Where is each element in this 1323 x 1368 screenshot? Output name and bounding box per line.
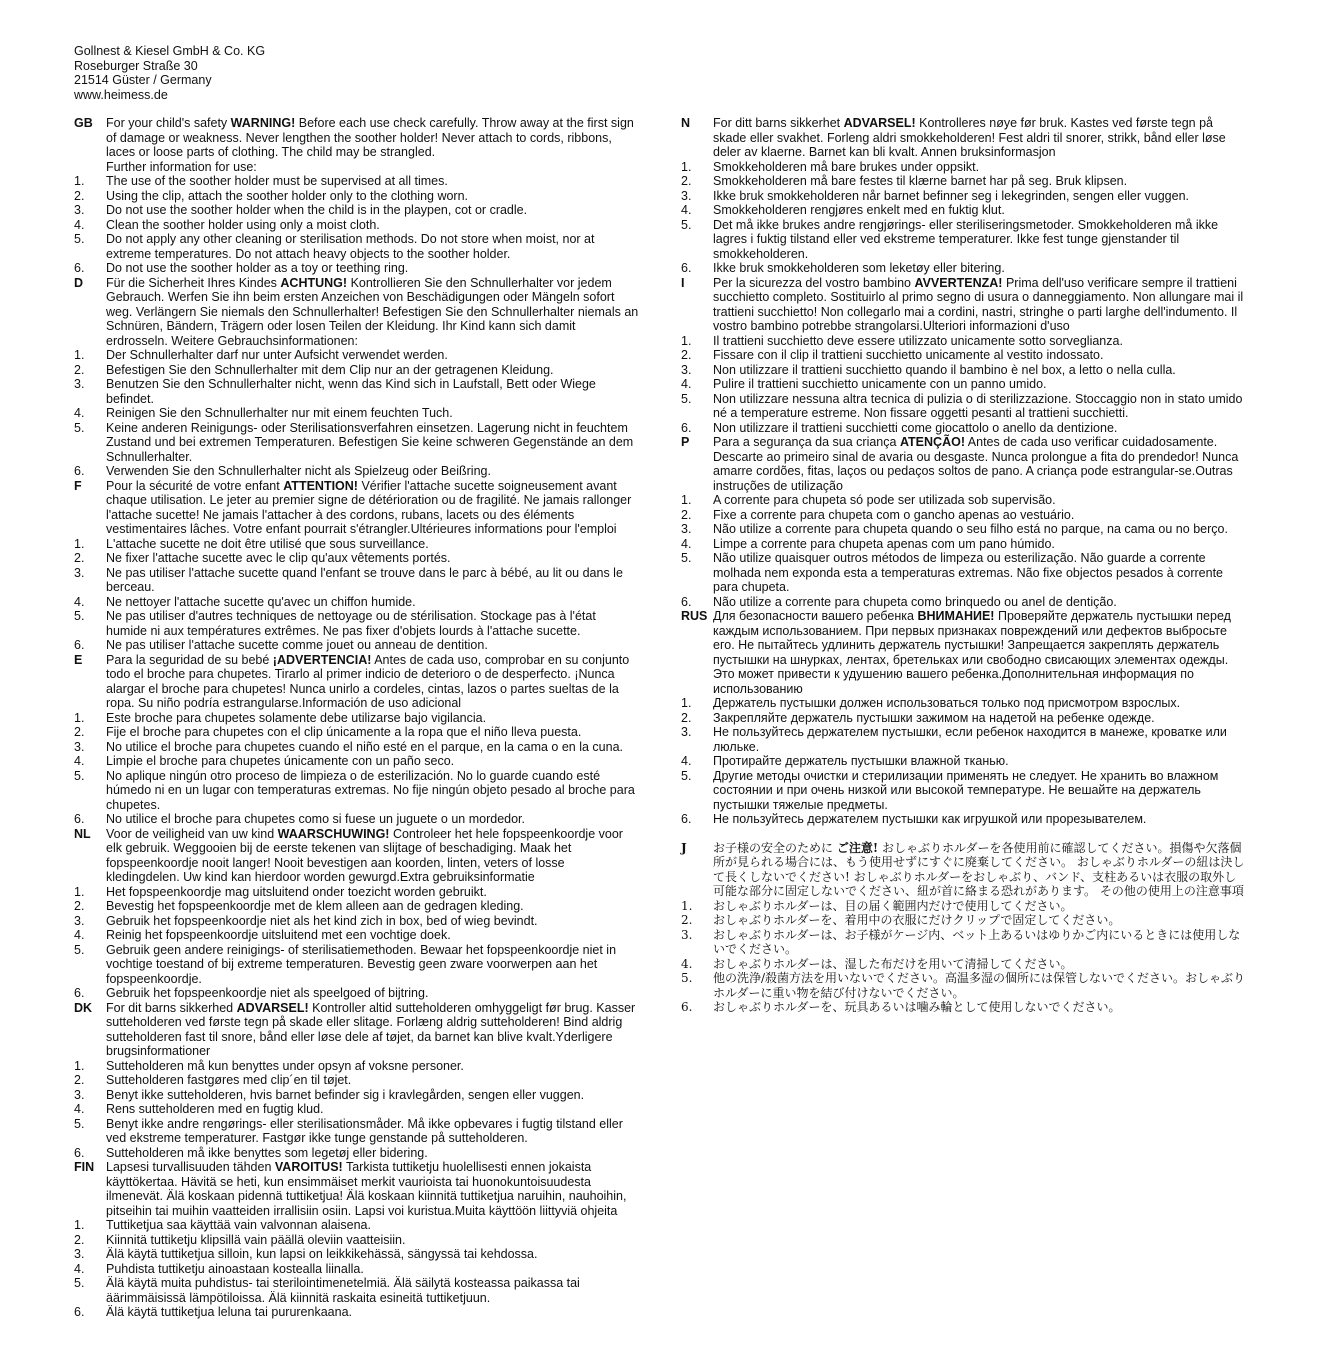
item-text: Ne pas utiliser l'attache sucette quand l'enfant se trouve dans le parc à bébé, au lit ou dans le berceau. bbox=[106, 565, 623, 594]
item-number: 1. bbox=[74, 348, 85, 362]
item-text: Fissare con il clip il trattieni succhietto unicamente al vestito indossato. bbox=[713, 348, 1104, 362]
item-number: 3. bbox=[681, 522, 692, 536]
warning-word: ACHTUNG! bbox=[280, 275, 348, 290]
intro-body: Tarkista tuttiketju huolellisesti ennen jokaista käyttökertaa. Hävitä se heti, kun ensimmäiset merkit vaurioista tai huonokuntoisuudesta ilmenevät. Älä koskaan pidennä tuttiketjua! Älä koskaan kiinnitä tuttiketjua naruihin, nauhoihin, pitseihin tai muihin vaatteiden irrallisiin osiin. Lapsi voi kuristua.Muita käyttöön liittyviä ohjeita bbox=[106, 1160, 627, 1218]
section-dk bbox=[74, 1001, 640, 1161]
item-text: おしゃぶりホルダーは、湿した布だけを用いて清掃してください。 bbox=[713, 956, 1073, 971]
warning-word: WAARSCHUWING! bbox=[277, 826, 390, 841]
item-number: 3. bbox=[681, 725, 692, 739]
section-p bbox=[681, 435, 1247, 609]
item-number: 5. bbox=[681, 971, 693, 985]
item-number: 6. bbox=[74, 1305, 85, 1319]
intro-lead: Para a segurança da sua criança bbox=[713, 435, 897, 449]
item-number: 5. bbox=[74, 768, 85, 783]
website: www.heimess.de bbox=[74, 87, 168, 102]
item-number: 6. bbox=[681, 1000, 693, 1014]
item-text: Держатель пустышки должен использоваться только под присмотром взрослых. bbox=[713, 696, 1181, 710]
right-column bbox=[681, 116, 1247, 1015]
item-number: 2. bbox=[74, 362, 85, 377]
item-number: 3. bbox=[681, 927, 693, 942]
item-number: 1. bbox=[681, 493, 692, 507]
intro-body: Antes de cada uso, comprobar en su conjunto todo el broche para chupetes. Tirarlo al primer indicio de deterioro o de desperfecto. ¡Nunca alargar el broche para chupetes! Nunca unirlo a cordeles, cintas, lazos o partes sueltas de la ropa. Su niño podría estrangularse.Información de uso adicional bbox=[106, 652, 630, 710]
item-text: Puhdista tuttiketju ainoastaan kostealla liinalla. bbox=[106, 1261, 364, 1276]
item-number: 6. bbox=[74, 261, 85, 275]
item-text: Using the clip, attach the soother holder only to the clothing worn. bbox=[106, 188, 469, 203]
item-number: 4. bbox=[74, 1261, 85, 1276]
section-intro bbox=[106, 1160, 640, 1218]
item-number: 4. bbox=[681, 754, 692, 768]
item-text: おしゃぶりホルダーは、お子様がケージ内、ベット上あるいはゆりかご内にいるときには使用しないでください。 bbox=[713, 927, 1241, 956]
intro-body: Kontrollieren Sie den Schnullerhalter vor jedem Gebrauch. Werfen Sie ihn beim ersten Anzeichen von Beschädigungen oder Mängeln sofort weg. Verlängern Sie niemals den Schnullerhalter! Befestigen Sie den Schnullerhalter niemals an Schnüren, Bändern, Trägern oder losen Teilen der Kleidung. Ihr Kind kann sich damit erdrosseln. Weitere Gebrauchsinformationen: bbox=[106, 275, 639, 348]
intro-lead: Voor de veiligheid van uw kind bbox=[106, 826, 275, 841]
item-text: Ne pas utiliser d'autres techniques de nettoyage ou de stérilisation. Stockage pas à l'état humide ni aux températures extrêmes. Ne pas fixer d'objets lourds à l'attache sucette. bbox=[106, 609, 596, 638]
language-code: FIN bbox=[74, 1160, 95, 1174]
intro-lead: For ditt barns sikkerhet bbox=[713, 116, 841, 130]
item-text: Il trattieni succhietto deve essere utilizzato unicamente sotto sorveglianza. bbox=[713, 333, 1123, 348]
item-text: Gebruik het fopspeenkoordje niet als speelgoed of bijtring. bbox=[106, 986, 429, 1000]
item-text: Do not use the soother holder as a toy or teething ring. bbox=[106, 261, 409, 275]
item-number: 2. bbox=[681, 174, 692, 188]
item-number: 3. bbox=[74, 377, 85, 391]
item-text: Älä käytä muita puhdistus- tai sterilointimenetelmiä. Älä säilytä kosteassa paikassa tai äärimmäisissä lämpötiloissa. Älä kiinnitä raskaita esineitä tuttiketjuun. bbox=[106, 1276, 580, 1305]
item-text: Do not use the soother holder when the child is in the playpen, cot or cradle. bbox=[106, 203, 528, 217]
language-code: GB bbox=[74, 116, 93, 130]
item-number: 6. bbox=[74, 812, 85, 826]
item-number: 4. bbox=[74, 928, 85, 942]
item-text: Gebruik geen andere reinigings- of sterilisatiemethoden. Bewaar het fopspeenkoordje niet in vochtige toestand of bij extreme temperaturen. Bevestig geen zware voorwerpen aan het fopspeenkoordje. bbox=[106, 942, 617, 986]
item-text: Другие методы очистки и стерилизации применять не следует. Не хранить во влажном состоянии и при очень низкой или высокой температуре. Не вешайте на держатель пустышки тяжелые предметы. bbox=[713, 768, 1219, 812]
item-number: 2. bbox=[681, 348, 692, 362]
item-text: A corrente para chupeta só pode ser utilizada sob supervisão. bbox=[713, 493, 1056, 507]
item-number: 1. bbox=[681, 333, 692, 348]
item-text: Non utilizzare nessuna altra tecnica di pulizia o di sterilizzazione. Stoccaggio non in stato umido né a temperature estreme. Non fissare oggetti pesanti al trattieni succhietti. bbox=[713, 391, 1243, 420]
item-number: 2. bbox=[74, 1073, 85, 1087]
item-text: No utilice el broche para chupetes como si fuese un juguete o un mordedor. bbox=[106, 812, 526, 826]
item-number: 6. bbox=[681, 420, 692, 435]
language-code: N bbox=[681, 116, 691, 130]
item-text: おしゃぶりホルダーは、目の届く範囲内だけで使用してください。 bbox=[713, 898, 1073, 913]
item-number: 5. bbox=[74, 942, 85, 957]
item-number: 3. bbox=[74, 1247, 85, 1261]
warning-word: ADVARSEL! bbox=[843, 116, 916, 130]
item-number: 6. bbox=[74, 464, 85, 478]
item-text: Kiinnitä tuttiketju klipsillä vain päällä oleviin vaatteisiin. bbox=[106, 1232, 406, 1247]
item-text: Der Schnullerhalter darf nur unter Aufsicht verwendet werden. bbox=[106, 348, 448, 362]
section-intro bbox=[106, 827, 640, 885]
item-text: Tuttiketjua saa käyttää vain valvonnan alaisena. bbox=[106, 1218, 371, 1232]
item-number: 3. bbox=[74, 739, 85, 754]
item-number: 2. bbox=[74, 725, 85, 739]
intro-lead: Lapsesi turvallisuuden tähden bbox=[106, 1160, 272, 1174]
item-text: No aplique ningún otro proceso de limpieza o de esterilización. No lo guarde cuando esté húmedo ni en un lugar con temperaturas extremas. No fije ningún objeto pesado al broche para chupetes. bbox=[106, 768, 635, 812]
item-number: 5. bbox=[74, 609, 85, 623]
item-number: 1. bbox=[74, 536, 85, 551]
item-text: Limpe a corrente para chupeta apenas com um pano húmido. bbox=[713, 536, 1055, 551]
intro-lead: Per la sicurezza del vostro bambino bbox=[713, 275, 912, 290]
section-f bbox=[74, 479, 640, 653]
warning-word: ¡ADVERTENCIA! bbox=[272, 652, 372, 667]
item-number: 1. bbox=[74, 884, 85, 899]
intro-lead: Para la seguridad de su bebé bbox=[106, 652, 270, 667]
item-text: Sutteholderen fastgøres med clip´en til tøjet. bbox=[106, 1073, 352, 1087]
item-text: No utilice el broche para chupetes cuando el niño esté en el parque, en la cama o en la cuna. bbox=[106, 739, 624, 754]
item-text: Älä käytä tuttiketjua silloin, kun lapsi on leikkikehässä, sängyssä tai kehdossa. bbox=[106, 1247, 538, 1261]
section-j bbox=[681, 841, 1247, 1015]
item-number: 5. bbox=[74, 420, 85, 435]
intro-body: Проверяйте держатель пустышки перед каждым использованием. При первых признаках повреждений или дефектов выбросьте его. Не пытайтесь удлинить держатель пустышки! Запрещается закреплять держатель пустышки на шнурках, лентах, бретельках или свободно свисающих элементах одежды. Это может привести к удушению вашего ребенка.Дополнительная информация по использованию bbox=[713, 609, 1231, 696]
item-number: 4. bbox=[681, 956, 693, 971]
intro-body: Vérifier l'attache sucette soigneusement avant chaque utilisation. Le jeter au premier signe de détérioration ou de fragilité. Ne jamais rallonger l'attache sucette! Ne jamais l'attacher à des cordons, rubans, lacets ou des éléments vestimentaires lâches. Votre enfant pourrait s'étrangler.Ultérieures informations pour l'emploi bbox=[106, 478, 632, 536]
item-text: Smokkeholderen rengjøres enkelt med en fuktig klut. bbox=[713, 203, 1005, 217]
item-number: 6. bbox=[681, 812, 692, 826]
item-number: 2. bbox=[74, 551, 85, 565]
item-text: Não utilize quaisquer outros métodos de limpeza ou esterilização. Não guarde a corrente molhada nem exponda esta a temperaturas extremas. Não fixe objectos pesados à corrente para chupeta. bbox=[713, 551, 1224, 594]
section-e bbox=[74, 653, 640, 827]
item-text: The use of the soother holder must be supervised at all times. bbox=[106, 174, 448, 188]
item-text: Ikke bruk smokkeholderen når barnet befinner seg i lekegrinden, sengen eller vuggen. bbox=[713, 188, 1189, 203]
city: 21514 Güster / Germany bbox=[74, 73, 212, 87]
item-text: Benutzen Sie den Schnullerhalter nicht, wenn das Kind sich in Laufstall, Bett oder Wiege befindet. bbox=[106, 377, 596, 406]
language-code: I bbox=[681, 275, 685, 290]
item-number: 6. bbox=[74, 1145, 85, 1160]
item-text: Smokkeholderen må bare brukes under oppsikt. bbox=[713, 159, 980, 174]
section-i bbox=[681, 276, 1247, 436]
intro-lead: Pour la sécurité de votre enfant bbox=[106, 478, 280, 493]
intro-lead: For dit barns sikkerhed bbox=[106, 1000, 234, 1015]
item-number: 3. bbox=[681, 188, 692, 203]
intro-body: おしゃぶりホルダーを各使用前に確認してください。損傷や欠落個所が見られる場合には、もう使用せずにすぐに廃棄してください。 おしゃぶりホルダーの紐は決して長くしないでください! おしゃぶりホルダーをおしゃぶり、バンド、支柱あるいは衣服の取外し可能な部分に固定しないでください、紐が首に絡まる恐れがあります。 その他の使用上の注意事項 bbox=[713, 840, 1245, 898]
item-number: 2. bbox=[681, 507, 692, 522]
item-number: 2. bbox=[681, 913, 693, 927]
item-number: 1. bbox=[681, 159, 692, 174]
section-spacer bbox=[681, 827, 1247, 841]
item-text: Pulire il trattieni succhietto unicamente con un panno umido. bbox=[713, 377, 1047, 391]
section-intro bbox=[106, 653, 640, 711]
item-number: 1. bbox=[681, 898, 693, 913]
warning-word: ВНИМАНИЕ! bbox=[917, 609, 995, 623]
item-text: Не пользуйтесь держателем пустышки как игрушкой или прорезывателем. bbox=[713, 812, 1147, 826]
item-number: 4. bbox=[681, 536, 692, 551]
item-text: Закрепляйте держатель пустышки зажимом на надетой на ребенке одежде. bbox=[713, 710, 1155, 725]
item-number: 5. bbox=[74, 232, 85, 246]
item-text: Benyt ikke andre rengørings- eller sterilisationsmåder. Må ikke opbevares i fugtig tilstand eller ved ekstreme temperaturer. Fastgør ikke tunge genstande på sutteholderen. bbox=[106, 1116, 623, 1145]
item-text: Rens sutteholderen med en fugtig klud. bbox=[106, 1102, 324, 1116]
section-intro bbox=[106, 276, 640, 349]
warning-word: ADVARSEL! bbox=[236, 1000, 309, 1015]
item-number: 2. bbox=[74, 1232, 85, 1247]
item-number: 3. bbox=[74, 565, 85, 580]
company-name: Gollnest & Kiesel GmbH & Co. KG bbox=[74, 44, 266, 58]
item-text: Gebruik het fopspeenkoordje niet als het kind zich in box, bed of wieg bevindt. bbox=[106, 913, 538, 928]
item-number: 4. bbox=[681, 377, 692, 391]
language-code: J bbox=[681, 840, 687, 855]
item-number: 3. bbox=[681, 362, 692, 377]
language-code: NL bbox=[74, 826, 91, 841]
item-text: Reinigen Sie den Schnullerhalter nur mit einem feuchten Tuch. bbox=[106, 406, 453, 420]
item-text: Ne nettoyer l'attache sucette qu'avec un chiffon humide. bbox=[106, 594, 416, 609]
item-number: 4. bbox=[681, 203, 692, 217]
item-number: 1. bbox=[74, 174, 85, 188]
item-number: 4. bbox=[74, 406, 85, 420]
item-number: 6. bbox=[681, 594, 692, 609]
section-n bbox=[681, 116, 1247, 276]
intro-body: Controleer het hele fopspeenkoordje voor elk gebruik. Weggooien bij de eerste tekenen van slijtage of beschadiging. Maak het fopspeenkoordje nooit langer! Nooit bevestigen aan koorden, linten, veters of losse kledingdelen. Uw kind kan hierdoor worden gewurgd.Extra gebruiksinformatie bbox=[106, 826, 623, 884]
item-number: 1. bbox=[681, 696, 692, 710]
item-text: Bevestig het fopspeenkoordje met de klem alleen aan de gedragen kleding. bbox=[106, 899, 524, 913]
street: Roseburger Straße 30 bbox=[74, 58, 198, 73]
language-code: P bbox=[681, 435, 690, 449]
intro-lead: Для безопасности вашего ребенка bbox=[713, 609, 914, 623]
item-text: Протирайте держатель пустышки влажной тканью. bbox=[713, 754, 1009, 768]
item-text: Älä käytä tuttiketjua leluna tai pururenkaana. bbox=[106, 1305, 352, 1319]
warning-word: ご注意! bbox=[836, 840, 879, 855]
item-number: 2. bbox=[681, 710, 692, 725]
item-text: Sutteholderen må ikke benyttes som legetøj eller bidering. bbox=[106, 1145, 428, 1160]
item-number: 5. bbox=[74, 1116, 85, 1131]
item-number: 5. bbox=[681, 551, 692, 565]
manufacturer-address bbox=[74, 44, 265, 102]
item-text: Не пользуйтесь держателем пустышки, если ребенок находится в манеже, кроватке или люльке. bbox=[713, 725, 1227, 754]
item-text: Non utilizzare il trattieni succhietti come giocattolo o anello da dentizione. bbox=[713, 420, 1118, 435]
item-text: Benyt ikke sutteholderen, hvis barnet befinder sig i kravlegården, sengen eller vuggen. bbox=[106, 1087, 585, 1102]
item-number: 4. bbox=[74, 754, 85, 768]
language-code: F bbox=[74, 478, 82, 493]
intro-body: Kontroller altid sutteholderen omhyggeligt før brug. Kasser sutteholderen ved første tegn på skade eller slitage. Forlæng aldrig sutteholderen! Bind aldrig sutteholderen fast til snore, bånd eller løse dele af tøjet, da barnet kan blive kvalt.Yderligere brugsinformationer bbox=[106, 1000, 636, 1058]
intro-body: Antes de cada uso verificar cuidadosamente. Descarte ao primeiro sinal de avaria ou desgaste. Nunca prolongue a fita do prendedor! Nunca amarre cordões, fitas, laços ou pedaços soltos de pano. A criança pode estrangular-se.Outras instruções de utilização bbox=[713, 435, 1239, 493]
item-number: 2. bbox=[74, 899, 85, 913]
warning-word: ATTENTION! bbox=[283, 478, 358, 493]
item-text: Smokkeholderen må bare festes til klærne barnet har på seg. Bruk klipsen. bbox=[713, 174, 1128, 188]
item-text: Não utilize a corrente para chupeta quando o seu filho está no parque, na cama ou no berço. bbox=[713, 522, 1228, 536]
section-gb bbox=[74, 116, 640, 276]
item-number: 6. bbox=[74, 638, 85, 652]
item-text: おしゃぶりホルダーを、着用中の衣服にだけクリップで固定してください。 bbox=[713, 913, 1121, 927]
item-number: 5. bbox=[681, 768, 692, 783]
item-text: Este broche para chupetes solamente debe utilizarse bajo vigilancia. bbox=[106, 710, 487, 725]
item-number: 4. bbox=[74, 1102, 85, 1116]
section-rus bbox=[681, 609, 1247, 827]
item-number: 2. bbox=[74, 188, 85, 203]
item-number: 6. bbox=[681, 261, 692, 275]
warning-word: AVVERTENZA! bbox=[914, 275, 1003, 290]
intro-body: Before each use check carefully. Throw away at the first sign of damage or weakness. Never lengthen the soother holder! Never attach to cords, ribbons, laces or loose parts of clothing. The child may be strangled. bbox=[106, 116, 634, 159]
item-number: 1. bbox=[74, 1218, 85, 1232]
language-code: D bbox=[74, 275, 84, 290]
item-text: Ikke bruk smokkeholderen som leketøy eller bitering. bbox=[713, 261, 1005, 275]
language-code: DK bbox=[74, 1000, 93, 1015]
item-text: L'attache sucette ne doit être utilisé que sous surveillance. bbox=[106, 536, 429, 551]
item-text: Non utilizzare il trattieni succhietto quando il bambino è nel box, a letto o nella culla. bbox=[713, 362, 1176, 377]
section-intro bbox=[713, 609, 1247, 696]
item-text: おしゃぶりホルダーを、玩具あるいは噛み輪として使用しないでください。 bbox=[713, 1000, 1121, 1014]
item-number: 3. bbox=[74, 913, 85, 928]
item-text: Não utilize a corrente para chupeta como brinquedo ou anel de dentição. bbox=[713, 594, 1117, 609]
item-text: Limpie el broche para chupetes únicamente con un paño seco. bbox=[106, 754, 455, 768]
section-nl bbox=[74, 827, 640, 1001]
item-number: 5. bbox=[74, 1276, 85, 1290]
item-text: Ne fixer l'attache sucette avec le clip qu'aux vêtements portés. bbox=[106, 551, 451, 565]
section-fin bbox=[74, 1160, 640, 1320]
item-number: 6. bbox=[74, 986, 85, 1000]
intro-body: Kontrolleres nøye før bruk. Kastes ved første tegn på skade eller svakhet. Forleng aldri smokkeholderen! Fest aldri til snorer, strikk, bånd eller løse deler av klaerne. Barnet kan bli kvalt. Annen bruksinformasjon bbox=[713, 116, 1226, 159]
item-text: Det må ikke brukes andre rengjørings- eller steriliseringsmetoder. Smokkeholderen må ikke lagres i fuktig tilstand eller ved ekstreme temperaturer. Ikke fest tunge gjenstander til smokkeholderen. bbox=[713, 217, 1219, 261]
item-text: 他の洗浄/殺菌方法を用いないでください。高温多湿の個所には保管しないでください。おしゃぶりホルダーに重い物を結び付けないでください。 bbox=[713, 971, 1246, 1000]
section-intro bbox=[106, 479, 640, 537]
item-text: Fije el broche para chupetes con el clip únicamente a la ropa que el niño lleva puesta. bbox=[106, 725, 582, 739]
left-column bbox=[74, 116, 640, 1320]
item-number: 3. bbox=[74, 203, 85, 217]
language-code: RUS bbox=[681, 609, 708, 623]
section-intro bbox=[713, 435, 1247, 493]
item-number: 1. bbox=[74, 710, 85, 725]
section-intro bbox=[713, 276, 1247, 334]
item-number: 5. bbox=[681, 391, 692, 406]
item-text: Keine anderen Reinigungs- oder Sterilisationsverfahren einsetzen. Lagerung nicht in feuchtem Zustand und bei extremen Temperaturen. Befestigen Sie keine schweren Gegenstände an dem Schnullerhalter. bbox=[106, 420, 634, 464]
section-intro bbox=[106, 1001, 640, 1059]
item-number: 4. bbox=[74, 594, 85, 609]
item-text: Do not apply any other cleaning or sterilisation methods. Do not store when moist, nor at extreme temperatures. Do not attach heavy objects to the soother holder. bbox=[106, 232, 595, 261]
item-number: 3. bbox=[74, 1087, 85, 1102]
item-text: Verwenden Sie den Schnullerhalter nicht als Spielzeug oder Beißring. bbox=[106, 464, 491, 478]
warning-word: ATENÇÃO! bbox=[899, 435, 965, 449]
item-text: Fixe a corrente para chupeta com o gancho apenas ao vestuário. bbox=[713, 507, 1075, 522]
item-text: Ne pas utiliser l'attache sucette comme jouet ou anneau de dentition. bbox=[106, 638, 488, 652]
section-intro bbox=[713, 841, 1247, 899]
item-number: 4. bbox=[74, 217, 85, 232]
intro-lead: お子様の安全のために bbox=[713, 840, 834, 855]
warning-word: VAROITUS! bbox=[274, 1160, 343, 1174]
item-text: Reinig het fopspeenkoordje uitsluitend met een vochtige doek. bbox=[106, 928, 451, 942]
section-intro bbox=[713, 116, 1247, 160]
item-text: Het fopspeenkoordje mag uitsluitend onder toezicht worden gebruikt. bbox=[106, 884, 487, 899]
language-code: E bbox=[74, 652, 83, 667]
intro-body: Prima dell'uso verificare sempre il trattieni succhietto completo. Sostituirlo al primo segno di usura o danneggiamento. Non allungare mai il trattieni succhietto! Non collegarlo mai a cordini, nastri, stringhe o parti larghe dell'indumento. Il vostro bambino potrebbe strangolarsi.Ulteriori informazioni d'uso bbox=[713, 275, 1244, 333]
warning-word: WARNING! bbox=[230, 116, 296, 130]
item-text: Clean the soother holder using only a moist cloth. bbox=[106, 217, 380, 232]
item-text: Befestigen Sie den Schnullerhalter mit dem Clip nur an der getragenen Kleidung. bbox=[106, 362, 554, 377]
further-info-heading: Further information for use: bbox=[106, 159, 257, 174]
section-intro bbox=[106, 116, 640, 174]
intro-lead: For your child's safety bbox=[106, 116, 228, 130]
item-number: 1. bbox=[74, 1058, 85, 1073]
section-d bbox=[74, 276, 640, 479]
item-text: Sutteholderen må kun benyttes under opsyn af voksne personer. bbox=[106, 1058, 464, 1073]
item-number: 5. bbox=[681, 217, 692, 232]
intro-lead: Für die Sicherheit Ihres Kindes bbox=[106, 275, 277, 290]
